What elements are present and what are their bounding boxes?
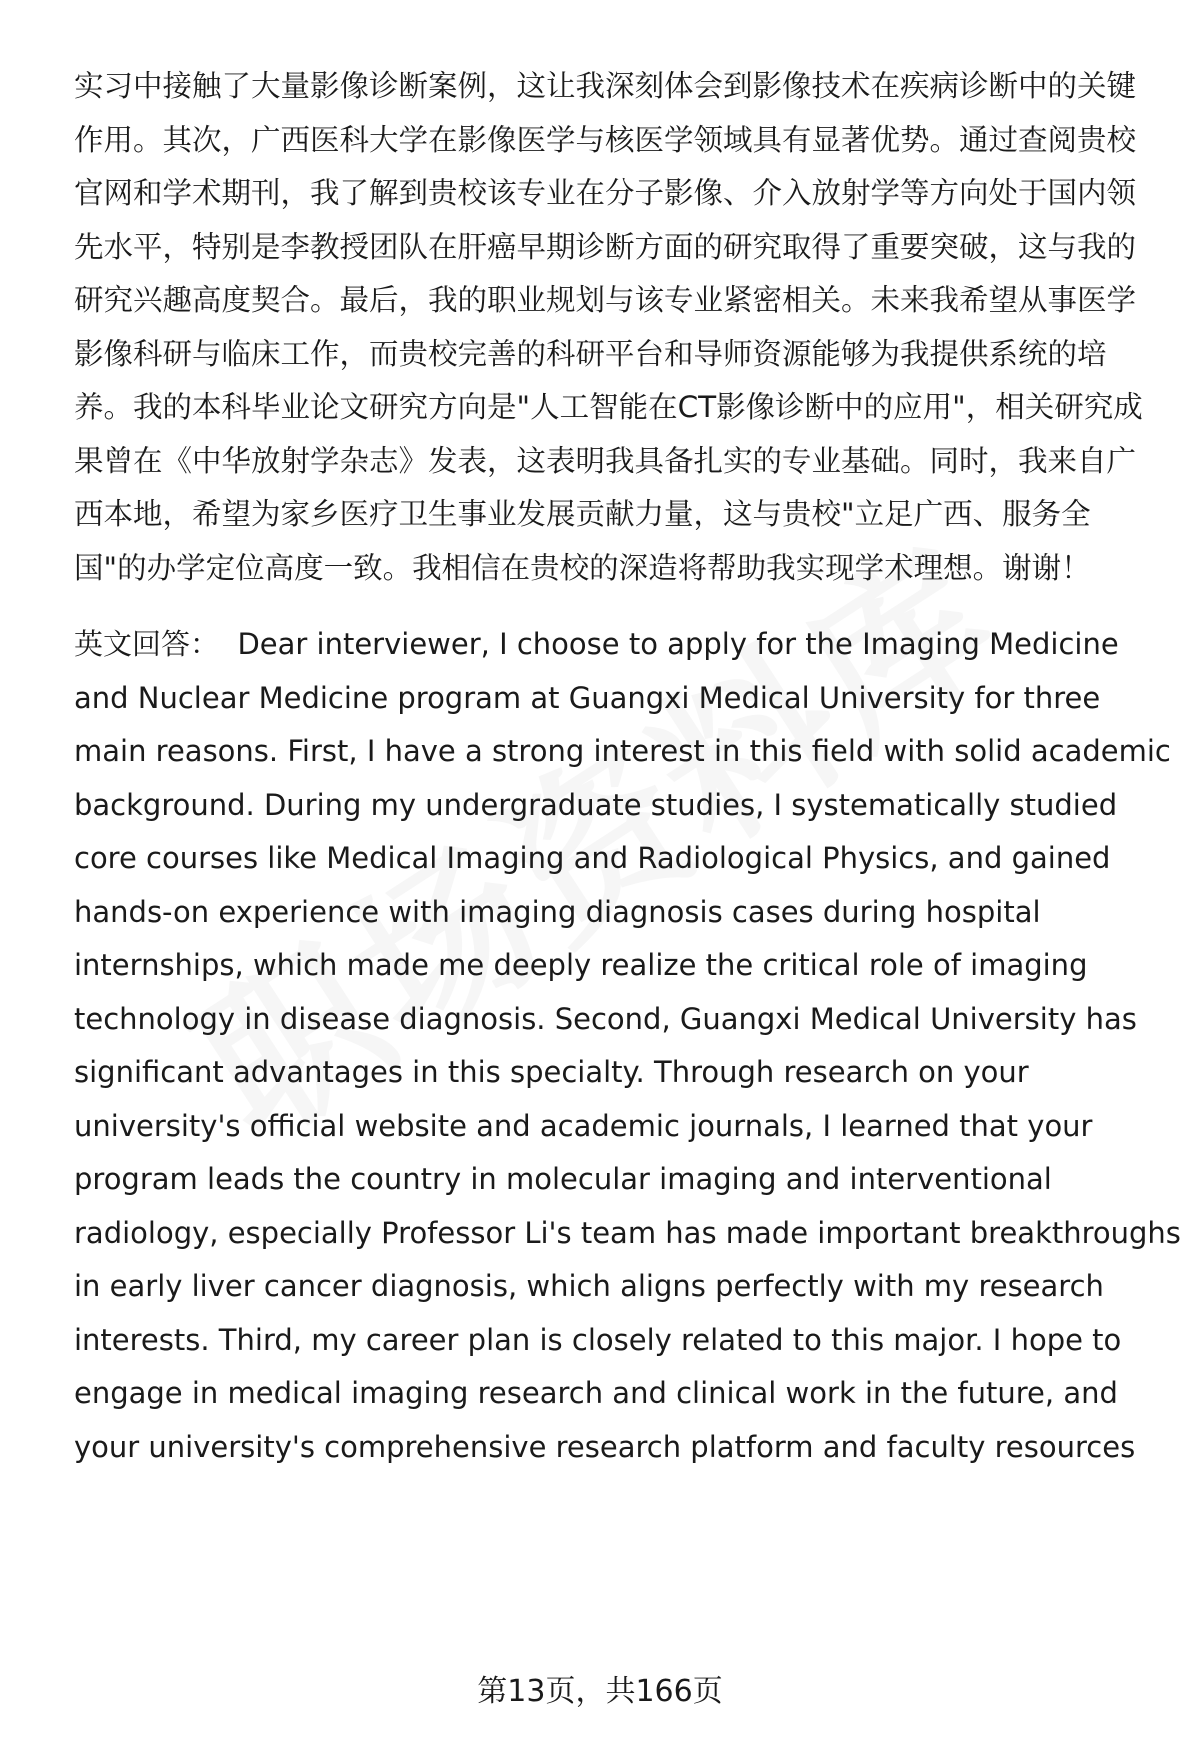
- english-answer-line: internships, which made me deeply realize the critical role of imaging: [74, 948, 1088, 982]
- english-answer-line: university's official website and academic journals, I learned that your: [74, 1108, 1093, 1143]
- english-answer-line: in early liver cancer diagnosis, which aligns perfectly with my research: [74, 1269, 1104, 1303]
- chinese-answer-line: 国"的办学定位高度一致。我相信在贵校的深造将帮助我实现学术理想。谢谢！: [74, 550, 1091, 585]
- english-answer-line: radiology, especially Professor Li's team has made important breakthroughs: [74, 1215, 1181, 1250]
- english-answer-line: significant advantages in this specialty. Through research on your: [74, 1055, 1029, 1089]
- english-answer-line: Dear interviewer, I choose to apply for the Imaging Medicine: [237, 627, 1119, 661]
- chinese-answer-line: 西本地，希望为家乡医疗卫生事业发展贡献力量，这与贵校"立足广西、服务全: [74, 497, 1091, 531]
- english-answer-line: hands-on experience with imaging diagnosis cases during hospital: [74, 894, 1041, 929]
- english-answer-line: main reasons. First, I have a strong interest in this field with solid academic: [74, 734, 1171, 768]
- chinese-answer-line: 果曾在《中华放射学杂志》发表，这表明我具备扎实的专业基础。同时，我来自广: [74, 443, 1137, 478]
- english-answer-line: background. During my undergraduate studies, I systematically studied: [74, 787, 1118, 822]
- english-answer-line: program leads the country in molecular imaging and interventional: [74, 1162, 1052, 1196]
- english-answer-line: interests. Third, my career plan is closely related to this major. I hope to: [74, 1322, 1122, 1357]
- chinese-answer-line: 养。我的本科毕业论文研究方向是"人工智能在CT影像诊断中的应用"，相关研究成: [74, 390, 1143, 424]
- watermark: [145, 484, 1096, 1276]
- english-answer-line: engage in medical imaging research and clinical work in the future, and: [74, 1376, 1118, 1410]
- english-answer-line: core courses like Medical Imaging and Radiological Physics, and gained: [74, 841, 1111, 875]
- english-answer-line: technology in disease diagnosis. Second, Guangxi Medical University has: [74, 1001, 1137, 1036]
- english-answer-line: your university's comprehensive research platform and faculty resources: [74, 1429, 1136, 1464]
- chinese-answer-line: 先水平，特别是李教授团队在肝癌早期诊断方面的研究取得了重要突破，这与我的: [74, 229, 1137, 264]
- english-answer-line: and Nuclear Medicine program at Guangxi Medical University for three: [74, 680, 1101, 715]
- chinese-answer-line: 作用。其次，广西医科大学在影像医学与核医学领域具有显著优势。通过查阅贵校: [74, 122, 1137, 157]
- chinese-answer-line: 官网和学术期刊，我了解到贵校该专业在分子影像、介入放射学等方向处于国内领: [74, 176, 1137, 210]
- chinese-answer-line: 影像科研与临床工作，而贵校完善的科研平台和导师资源能够为我提供系统的培: [74, 336, 1107, 371]
- page-number: 第13页，共166页: [477, 1674, 723, 1709]
- chinese-answer-line: 研究兴趣高度契合。最后，我的职业规划与该专业紧密相关。未来我希望从事医学: [74, 283, 1137, 317]
- chinese-answer-line: 实习中接触了大量影像诊断案例，这让我深刻体会到影像技术在疾病诊断中的关键: [74, 69, 1137, 103]
- english-answer-label: 英文回答：: [74, 627, 220, 661]
- english-answer-first-line: [74, 624, 1119, 664]
